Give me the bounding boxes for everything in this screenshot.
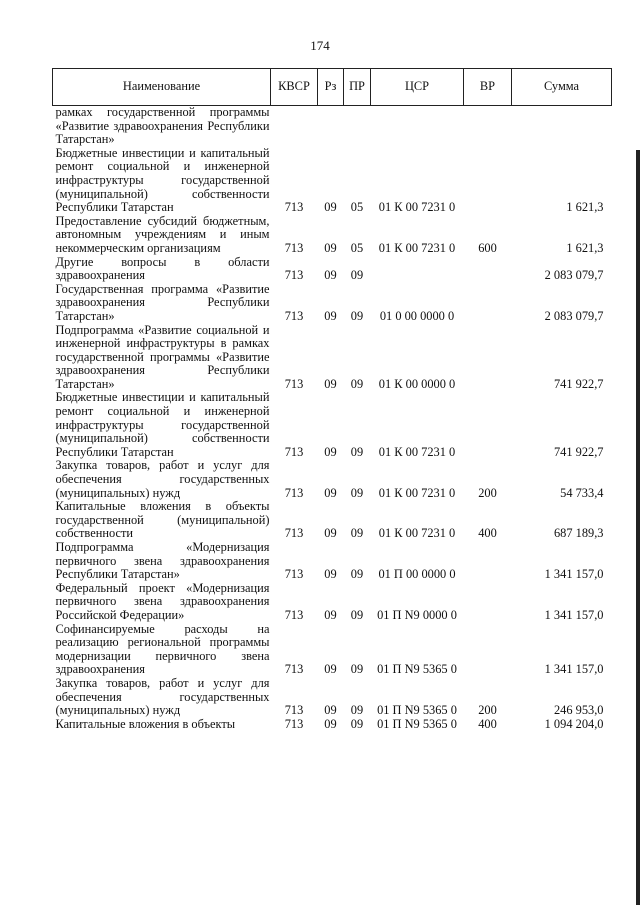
row-sum-cell: 54 733,4 <box>560 485 604 500</box>
row-pr-cell: 09 <box>350 268 364 283</box>
row-rz-cell: 09 <box>324 308 337 323</box>
table-body <box>53 106 612 732</box>
row-kvsr-cell: 713 <box>284 308 304 323</box>
table-row <box>53 500 612 541</box>
row-sum-cell: 1 341 157,0 <box>544 567 604 582</box>
row-sum-cell: 1 094 204,0 <box>544 716 604 731</box>
row-pr-cell: 09 <box>350 607 364 622</box>
row-vr-cell: 400 <box>478 526 497 541</box>
row-csr-cell: 01 П N9 5365 0 <box>377 703 457 718</box>
table-row <box>53 718 612 732</box>
row-pr-cell: 05 <box>350 200 364 215</box>
row-name-cell: Закупка товаров, работ и услуг для обеспечения государственных (муниципальных) нужд <box>55 458 270 500</box>
row-csr-cell: 01 0 00 0000 0 <box>379 308 455 323</box>
row-csr-cell: 01 П 00 0000 0 <box>378 567 456 582</box>
row-kvsr-cell: 713 <box>284 240 304 255</box>
table-row <box>53 256 612 283</box>
row-rz-cell: 09 <box>324 376 337 391</box>
row-rz-cell: 09 <box>324 485 337 500</box>
row-csr-cell <box>371 256 464 283</box>
row-vr-cell <box>464 256 512 283</box>
row-kvsr-cell: 713 <box>284 444 304 459</box>
row-name-cell: Подпрограмма «Модернизация первичного звена здравоохранения Республики Татарстан» <box>55 540 270 582</box>
row-sum-cell: 1 621,3 <box>566 200 604 215</box>
row-rz-cell: 09 <box>324 716 337 731</box>
row-sum-cell <box>512 106 612 147</box>
row-rz-cell: 09 <box>324 567 337 582</box>
row-pr-cell: 09 <box>350 703 364 718</box>
row-pr-cell: 09 <box>350 308 364 323</box>
row-sum-cell: 2 083 079,7 <box>544 268 604 283</box>
row-name-cell: Софинансируемые расходы на реализацию региональной программы модернизации первичного звена здравоохранения <box>55 621 270 677</box>
row-csr-cell <box>371 106 464 147</box>
table-row <box>53 391 612 459</box>
row-rz-cell: 09 <box>324 444 337 459</box>
row-vr-cell <box>464 106 512 147</box>
table-row <box>53 541 612 582</box>
row-csr-cell: 01 К 00 7231 0 <box>378 200 456 215</box>
row-csr-cell: 01 П N9 5365 0 <box>377 716 457 731</box>
row-pr-cell: 09 <box>350 526 364 541</box>
budget-table <box>52 68 612 731</box>
table-header <box>53 69 612 106</box>
row-name-cell: рамках государственной программы «Развитие здравоохранения Республики Татарстан» <box>55 105 270 147</box>
row-kvsr-cell: 713 <box>284 716 304 731</box>
header-vr: ВР <box>464 69 512 106</box>
row-pr-cell: 09 <box>350 485 364 500</box>
header-kvsr: КВСР <box>271 69 318 106</box>
row-name-cell: Другие вопросы в области здравоохранения <box>55 254 270 283</box>
row-vr-cell: 200 <box>478 703 497 718</box>
row-kvsr-cell: 713 <box>284 526 304 541</box>
table-row <box>53 677 612 718</box>
row-sum-cell: 741 922,7 <box>553 376 604 391</box>
row-name-cell: Подпрограмма «Развитие социальной и инженерной инфраструктуры в рамках государственной программы «Развитие здравоохранения Республики Татарстан» <box>55 322 270 391</box>
row-name-cell: Бюджетные инвестиции и капитальный ремонт социальной и инженерной инфраструктуры государственной (муниципальной) собственности Республики Татарстан <box>55 145 270 215</box>
row-sum-cell: 687 189,3 <box>553 526 604 541</box>
row-rz-cell: 09 <box>324 662 337 677</box>
row-csr-cell: 01 К 00 7231 0 <box>378 485 456 500</box>
row-rz-cell <box>318 106 344 147</box>
header-sum: Сумма <box>512 69 612 106</box>
row-kvsr-cell: 713 <box>284 567 304 582</box>
row-kvsr-cell <box>271 106 318 147</box>
row-kvsr-cell: 713 <box>284 703 304 718</box>
row-name-cell: Капитальные вложения в объекты <box>55 716 236 731</box>
row-sum-cell: 2 083 079,7 <box>544 308 604 323</box>
row-vr-cell <box>464 623 512 677</box>
row-vr-cell <box>464 147 512 215</box>
row-rz-cell: 09 <box>324 607 337 622</box>
row-rz-cell: 09 <box>324 200 337 215</box>
row-kvsr-cell: 713 <box>284 376 304 391</box>
row-vr-cell: 600 <box>478 240 497 255</box>
row-kvsr-cell: 713 <box>284 485 304 500</box>
row-kvsr-cell: 713 <box>284 200 304 215</box>
table-row <box>53 324 612 392</box>
table-row <box>53 459 612 500</box>
row-pr-cell: 09 <box>350 567 364 582</box>
row-sum-cell: 246 953,0 <box>553 703 604 718</box>
row-pr-cell: 09 <box>350 662 364 677</box>
table-row <box>53 283 612 324</box>
table-row <box>53 582 612 623</box>
table-row <box>53 147 612 215</box>
row-name-cell: Федеральный проект «Модернизация первичного звена здравоохранения Российской Федерации» <box>55 580 270 622</box>
row-vr-cell <box>464 391 512 459</box>
row-csr-cell: 01 К 00 7231 0 <box>378 526 456 541</box>
row-csr-cell: 01 К 00 0000 0 <box>378 376 456 391</box>
header-name: Наименование <box>53 69 271 106</box>
row-kvsr-cell: 713 <box>284 268 304 283</box>
row-pr-cell: 09 <box>350 716 364 731</box>
row-csr-cell: 01 К 00 7231 0 <box>378 240 456 255</box>
row-pr-cell: 09 <box>350 444 364 459</box>
row-csr-cell: 01 К 00 7231 0 <box>378 444 456 459</box>
row-rz-cell: 09 <box>324 526 337 541</box>
row-sum-cell: 741 922,7 <box>553 444 604 459</box>
row-name-cell: Капитальные вложения в объекты государственной (муниципальной) собственности <box>55 499 270 541</box>
row-name-cell: Предоставление субсидий бюджетным, автономным учреждениям и иным некоммерческим организациям <box>55 213 270 255</box>
row-kvsr-cell: 713 <box>284 607 304 622</box>
row-rz-cell: 09 <box>324 268 337 283</box>
row-vr-cell <box>464 541 512 582</box>
row-kvsr-cell: 713 <box>284 662 304 677</box>
row-pr-cell <box>344 106 371 147</box>
page-number: 174 <box>310 38 330 53</box>
row-pr-cell: 05 <box>350 240 364 255</box>
row-vr-cell: 400 <box>478 716 497 731</box>
row-vr-cell <box>464 324 512 392</box>
page-edge-bar <box>636 150 640 905</box>
row-name-cell: Бюджетные инвестиции и капитальный ремонт социальной и инженерной инфраструктуры государственной (муниципальной) собственности Республики Татарстан <box>55 390 270 459</box>
row-sum-cell: 1 341 157,0 <box>544 662 604 677</box>
row-name-cell: Закупка товаров, работ и услуг для обеспечения государственных (муниципальных) нужд <box>55 675 270 718</box>
row-rz-cell: 09 <box>324 240 337 255</box>
row-vr-cell: 200 <box>478 485 497 500</box>
row-pr-cell: 09 <box>350 376 364 391</box>
row-rz-cell: 09 <box>324 703 337 718</box>
row-sum-cell: 1 341 157,0 <box>544 607 604 622</box>
row-csr-cell: 01 П N9 0000 0 <box>377 607 457 622</box>
header-csr: ЦСР <box>371 69 464 106</box>
row-sum-cell: 1 621,3 <box>566 240 604 255</box>
row-name-cell: Государственная программа «Развитие здравоохранения Республики Татарстан» <box>55 281 270 323</box>
row-vr-cell <box>464 283 512 324</box>
header-rz: Рз <box>318 69 344 106</box>
table-row <box>53 215 612 256</box>
table-row <box>53 623 612 677</box>
row-csr-cell: 01 П N9 5365 0 <box>377 662 457 677</box>
row-vr-cell <box>464 582 512 623</box>
table-row <box>53 106 612 147</box>
header-pr: ПР <box>344 69 371 106</box>
